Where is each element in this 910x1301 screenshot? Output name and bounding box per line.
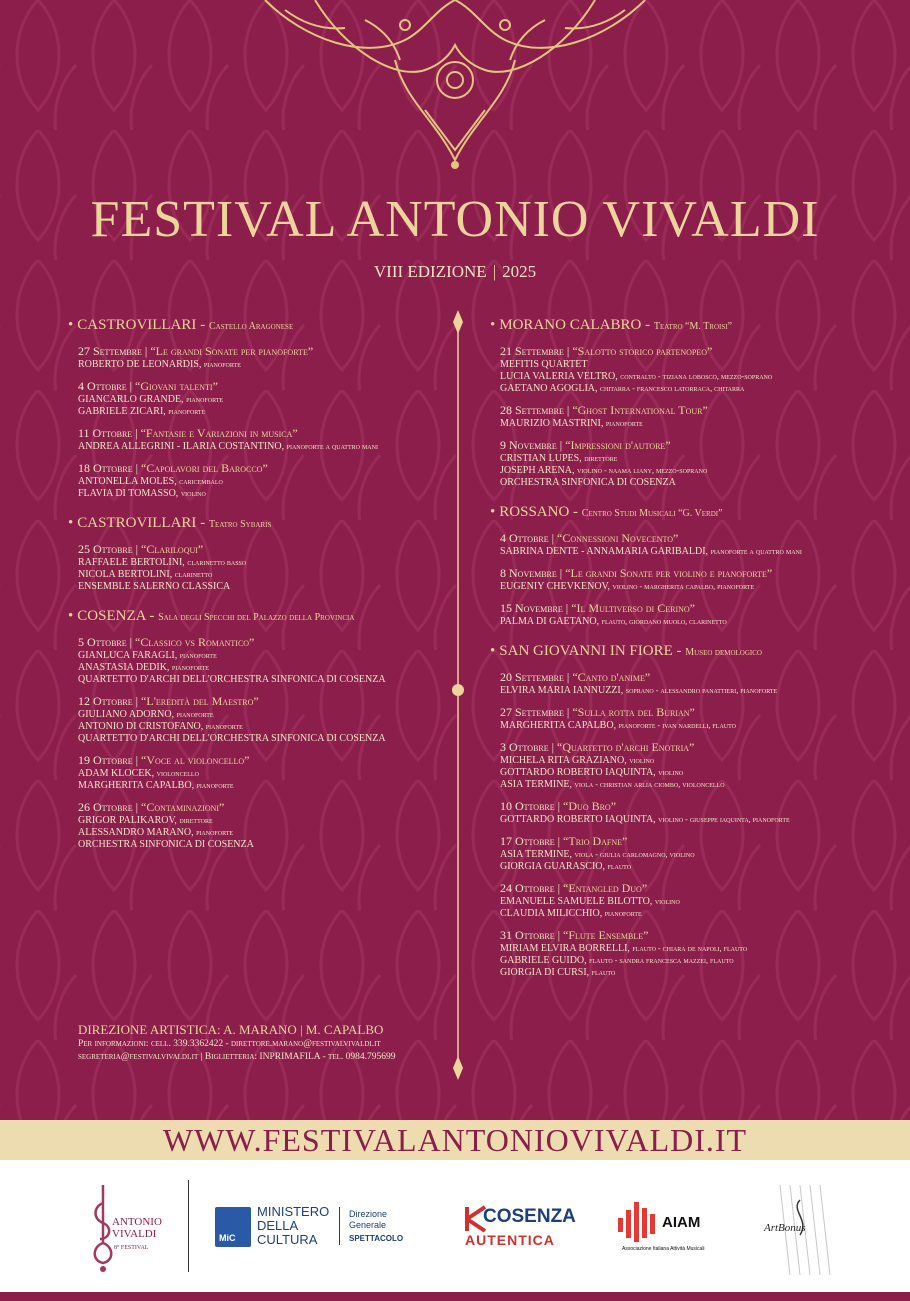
performer-name: EUGENIY CHEVKENOV, bbox=[500, 581, 610, 592]
performer-line bbox=[78, 780, 448, 792]
event-title: “Clariloqui” bbox=[141, 542, 204, 556]
event-title: “Flute Ensemble” bbox=[563, 928, 649, 942]
venue-block bbox=[490, 503, 900, 628]
performer-role: caricembalo bbox=[179, 477, 223, 486]
venue-city: MORANO CALABRO bbox=[499, 317, 642, 333]
performer-line bbox=[500, 546, 900, 558]
mic-text-2: DELLA bbox=[257, 1218, 299, 1233]
performer-line bbox=[500, 755, 900, 767]
vivaldi-festival-logo bbox=[88, 1178, 168, 1278]
performer-line bbox=[500, 767, 900, 779]
mic-text-1: MINISTERO bbox=[257, 1204, 330, 1219]
performer-line bbox=[500, 955, 900, 967]
performer-name: ANTONIO DI CRISTOFANO, bbox=[78, 721, 204, 732]
event-header: 19 Ottobre | “Voce al violoncello” bbox=[78, 753, 250, 767]
performer-role: pianoforte bbox=[203, 360, 241, 369]
performer-line bbox=[500, 861, 900, 873]
event-title: “Fantasie e Variazioni in musica” bbox=[140, 426, 298, 440]
festival-title: FESTIVAL ANTONIO VIVALDI bbox=[90, 191, 820, 248]
venue-block bbox=[68, 607, 448, 851]
event-date: 25 Ottobre bbox=[78, 542, 133, 556]
event-header: 11 Ottobre | “Fantasie e Variazioni in musica” bbox=[78, 426, 298, 440]
performer-line bbox=[78, 768, 448, 780]
concert-event bbox=[78, 800, 448, 851]
event-title: “Classico vs Romantico” bbox=[135, 635, 255, 649]
performer-line bbox=[500, 616, 900, 628]
performer-role: flauto, giordano muolo, clarinetto bbox=[601, 617, 727, 626]
performer-role: pianoforte bbox=[205, 722, 243, 731]
performer-role: violino - naama liany, mezzo-soprano bbox=[576, 466, 708, 475]
performer-role: pianoforte a quattro mani bbox=[710, 547, 802, 556]
event-header: 31 Ottobre | “Flute Ensemble” bbox=[500, 928, 649, 942]
performer-name: CRISTIAN LUPES, bbox=[500, 453, 582, 464]
performer-line bbox=[500, 371, 900, 383]
vivaldi-logo-text1: ANTONIO bbox=[112, 1216, 162, 1228]
performer-role: pianoforte bbox=[605, 419, 643, 428]
event-date: 8 Novembre bbox=[500, 566, 557, 580]
vivaldi-logo-text2: VIVALDI bbox=[112, 1228, 157, 1240]
event-date: 21 Settembre bbox=[500, 344, 564, 358]
performer-role: violino bbox=[629, 756, 655, 765]
performer-line bbox=[78, 569, 448, 581]
aiam-logo bbox=[618, 1200, 728, 1260]
performer-role: clarinetto basso bbox=[187, 558, 247, 567]
bullet-icon: • bbox=[68, 608, 74, 624]
performer-name: MARGHERITA CAPALBO, bbox=[500, 720, 617, 731]
performer-role: violino - margherita capalbo, pianoforte bbox=[612, 582, 755, 591]
event-header: 5 Ottobre | “Classico vs Romantico” bbox=[78, 635, 255, 649]
venue-city: SAN GIOVANNI IN FIORE bbox=[499, 643, 673, 659]
performer-line bbox=[78, 581, 448, 593]
performer-role: pianoforte bbox=[179, 651, 217, 660]
venue-heading: • COSENZA - Sala degli Specchi del Palazzo della Provincia bbox=[68, 608, 355, 624]
venue-city: COSENZA bbox=[77, 608, 146, 624]
logo-separator bbox=[188, 1180, 189, 1272]
performer-name: MAURIZIO MASTRINI, bbox=[500, 418, 604, 429]
edition-line: VIII EDIZIONE | 2025 bbox=[373, 262, 537, 281]
concert-event bbox=[78, 461, 448, 500]
performer-line bbox=[500, 477, 900, 489]
performer-line bbox=[500, 581, 900, 593]
performer-line bbox=[500, 720, 900, 732]
performer-role: pianoforte bbox=[196, 781, 234, 790]
performer-name: FLAVIA DI TOMASSO, bbox=[78, 488, 179, 499]
event-title: “Canto d'anime” bbox=[572, 670, 651, 684]
ornament-decoration bbox=[245, 0, 665, 170]
concert-event bbox=[500, 403, 900, 430]
performer-name: QUARTETTO D'ARCHI DELL'ORCHESTRA SINFONICA DI COSENZA bbox=[78, 674, 386, 685]
concert-event bbox=[500, 705, 900, 732]
edition-label: VIII EDIZIONE bbox=[373, 262, 487, 281]
cosenza-text: COSENZA bbox=[483, 1206, 576, 1227]
venue-city: CASTROVILLARI bbox=[77, 515, 197, 531]
event-date: 12 Ottobre bbox=[78, 694, 133, 708]
event-header: 17 Ottobre | “Trio Dafne” bbox=[500, 834, 628, 848]
venue-heading: • MORANO CALABRO - Teatro “M. Troisi” bbox=[490, 317, 733, 333]
concert-event bbox=[500, 566, 900, 593]
performer-role: chitarra - francesco latorraca, chitarra bbox=[600, 384, 745, 393]
aiam-text: AIAM bbox=[662, 1214, 701, 1231]
venue-city: CASTROVILLARI bbox=[77, 317, 197, 333]
performer-line bbox=[500, 359, 900, 371]
performer-line bbox=[78, 488, 448, 500]
performer-role: violino bbox=[180, 489, 206, 498]
concert-event bbox=[500, 740, 900, 791]
concert-event bbox=[78, 753, 448, 792]
concert-event bbox=[500, 670, 900, 697]
performer-role: violino bbox=[654, 897, 680, 906]
event-date: 26 Ottobre bbox=[78, 800, 133, 814]
performer-name: SABRINA DENTE - ANNAMARIA GARIBALDI, bbox=[500, 546, 709, 557]
venue-heading: • SAN GIOVANNI IN FIORE - Museo demologico bbox=[490, 643, 762, 659]
performer-role: pianoforte bbox=[186, 395, 224, 404]
performer-name: ENSEMBLE SALERNO CLASSICA bbox=[78, 581, 231, 592]
event-title: “Quartetto d'archi Enotria” bbox=[557, 740, 695, 754]
mic-text-3: CULTURA bbox=[257, 1232, 318, 1247]
event-date: 3 Ottobre bbox=[500, 740, 549, 754]
event-header: 20 Settembre | “Canto d'anime” bbox=[500, 670, 651, 684]
performer-role: pianoforte bbox=[176, 710, 214, 719]
event-date: 17 Ottobre bbox=[500, 834, 555, 848]
performer-line bbox=[500, 849, 900, 861]
right-column bbox=[490, 316, 900, 993]
edition-year: 2025 bbox=[502, 262, 537, 281]
event-title: “Trio Dafne” bbox=[563, 834, 628, 848]
performer-name: GIANCARLO GRANDE, bbox=[78, 394, 184, 405]
concert-event bbox=[500, 799, 900, 826]
event-title: “Il Multiverso di Cerino” bbox=[571, 601, 695, 615]
performer-role: contralto - tiziana lobosco, mezzo-soprano bbox=[620, 372, 773, 381]
event-title: “Giovani talenti” bbox=[135, 379, 218, 393]
concert-event bbox=[500, 881, 900, 920]
event-header: 10 Ottobre | “Duo Bro” bbox=[500, 799, 617, 813]
performer-line bbox=[78, 557, 448, 569]
event-header: 25 Ottobre | “Clariloqui” bbox=[78, 542, 204, 556]
event-title: “Duo Bro” bbox=[563, 799, 617, 813]
website-link[interactable]: WWW.FESTIVALANTONIOVIVALDI.IT bbox=[162, 1122, 748, 1158]
performer-name: GABRIELE ZICARI, bbox=[78, 406, 166, 417]
sponsor-logos bbox=[0, 1160, 910, 1290]
performer-line bbox=[78, 406, 448, 418]
direzione-artistica: DIREZIONE ARTISTICA: A. MARANO | M. CAPALBO bbox=[78, 1022, 384, 1037]
artistic-direction bbox=[78, 1022, 458, 1064]
performer-line bbox=[78, 359, 448, 371]
concert-event bbox=[78, 426, 448, 453]
bullet-icon: • bbox=[68, 317, 74, 333]
performer-name: PALMA DI GAETANO, bbox=[500, 616, 600, 627]
event-title: “L'eredità del Maestro” bbox=[141, 694, 259, 708]
event-header: 4 Ottobre | “Connessioni Novecento” bbox=[500, 531, 679, 545]
concert-event bbox=[500, 438, 900, 489]
event-title: “Contaminazioni” bbox=[141, 800, 225, 814]
performer-line bbox=[78, 662, 448, 674]
performer-name: RAFFAELE BERTOLINI, bbox=[78, 557, 185, 568]
performer-name: GAETANO AGOGLIA, bbox=[500, 383, 598, 394]
venue-place: Teatro “M. Troisi” bbox=[653, 321, 733, 332]
performer-role: flauto - sandra francesca mazzei, flauto bbox=[589, 956, 734, 965]
event-date: 10 Ottobre bbox=[500, 799, 555, 813]
event-title: “Sulla rotta del Burian” bbox=[572, 705, 695, 719]
event-title: “Impressioni d'autore” bbox=[565, 438, 671, 452]
event-date: 4 Ottobre bbox=[500, 531, 549, 545]
autentica-text: AUTENTICA bbox=[465, 1232, 555, 1248]
performer-role: flauto - chiara de napoli, flauto bbox=[632, 944, 748, 953]
performer-name: GIORGIA DI CURSI, bbox=[500, 967, 590, 978]
performer-role: soprano - alessandro panattieri, pianoforte bbox=[625, 686, 778, 695]
performer-role: direttore bbox=[179, 816, 213, 825]
event-header: 4 Ottobre | “Giovani talenti” bbox=[78, 379, 218, 393]
performer-line bbox=[78, 839, 448, 851]
performer-line bbox=[500, 465, 900, 477]
venue-place: Castello Aragonese bbox=[208, 321, 294, 332]
performer-name: ANDREA ALLEGRINI - ILARIA COSTANTINO, bbox=[78, 441, 285, 452]
performer-name: GOTTARDO ROBERTO IAQUINTA, bbox=[500, 814, 656, 825]
vivaldi-logo-text3: 8° FESTIVAL bbox=[114, 1245, 149, 1251]
venue-block bbox=[490, 642, 900, 979]
performer-role: violino bbox=[658, 768, 684, 777]
bullet-icon: • bbox=[490, 643, 496, 659]
event-date: 20 Settembre bbox=[500, 670, 564, 684]
concert-event bbox=[78, 542, 448, 593]
performer-role: pianoforte - ivan nardelli, flauto bbox=[618, 721, 736, 730]
event-header: 27 Settembre | “Le grandi Sonate per pianoforte” bbox=[78, 344, 314, 358]
event-date: 27 Settembre bbox=[500, 705, 564, 719]
event-header: 9 Novembre | “Impressioni d'autore” bbox=[500, 438, 671, 452]
concert-event bbox=[78, 379, 448, 418]
event-title: “Ghost International Tour” bbox=[572, 403, 708, 417]
performer-name: ANASTASIA DEDIK, bbox=[78, 662, 170, 673]
venue-block bbox=[68, 316, 448, 500]
website-band bbox=[0, 1120, 910, 1160]
mic-dir-3: SPETTACOLO bbox=[349, 1234, 404, 1243]
performer-name: ASIA TERMINE, bbox=[500, 849, 573, 860]
performer-role: viola - christian arlia ciombo, violoncello bbox=[574, 780, 725, 789]
performer-role: viola - giulia carlomagno, violino bbox=[574, 850, 695, 859]
event-header: 27 Settembre | “Sulla rotta del Burian” bbox=[500, 705, 695, 719]
performer-role: violino - giuseppe iaquinta, pianoforte bbox=[658, 815, 790, 824]
venue-block bbox=[490, 316, 900, 489]
event-title: “Entangled Duo” bbox=[563, 881, 648, 895]
artbonus-logo bbox=[760, 1180, 840, 1280]
performer-line bbox=[500, 383, 900, 395]
performer-line bbox=[78, 650, 448, 662]
event-date: 28 Settembre bbox=[500, 403, 564, 417]
left-column bbox=[68, 316, 448, 865]
event-title: “Connessioni Novecento” bbox=[557, 531, 679, 545]
venue-heading: • ROSSANO - Centro Studi Musicali “G. Verdi” bbox=[490, 504, 723, 520]
concert-event bbox=[500, 601, 900, 628]
cosenza-autentica-logo bbox=[465, 1205, 590, 1255]
event-header: 15 Novembre | “Il Multiverso di Cerino” bbox=[500, 601, 695, 615]
venue-place: Centro Studi Musicali “G. Verdi” bbox=[581, 508, 723, 519]
performer-line bbox=[78, 709, 448, 721]
performer-line bbox=[78, 394, 448, 406]
performer-name: NICOLA BERTOLINI, bbox=[78, 569, 173, 580]
performer-name: ROBERTO DE LEONARDIS, bbox=[78, 359, 202, 370]
performer-name: ADAM KLOCEK, bbox=[78, 768, 155, 779]
performer-name: MEFITIS QUARTET bbox=[500, 359, 588, 370]
event-header: 8 Novembre | “Le grandi Sonate per violino e pianoforte” bbox=[500, 566, 773, 580]
performer-name: GRIGOR PALIKAROV, bbox=[78, 815, 177, 826]
bullet-icon: • bbox=[68, 515, 74, 531]
concert-event bbox=[500, 928, 900, 979]
event-date: 9 Novembre bbox=[500, 438, 557, 452]
performer-line bbox=[78, 733, 448, 745]
event-header: 28 Settembre | “Ghost International Tour” bbox=[500, 403, 708, 417]
performer-name: EMANUELE SAMUELE BILOTTO, bbox=[500, 896, 653, 907]
event-date: 18 Ottobre bbox=[78, 461, 133, 475]
event-date: 24 Ottobre bbox=[500, 881, 555, 895]
concert-event bbox=[78, 694, 448, 745]
bottom-bar bbox=[0, 1292, 910, 1301]
performer-name: GABRIELE GUIDO, bbox=[500, 955, 587, 966]
performer-line bbox=[78, 815, 448, 827]
mic-separator bbox=[339, 1207, 340, 1245]
mic-logo bbox=[215, 1205, 445, 1255]
event-title: “Salotto storico partenopeo” bbox=[572, 344, 713, 358]
event-date: 19 Ottobre bbox=[78, 753, 133, 767]
venue-block bbox=[68, 514, 448, 593]
performer-role: pianoforte bbox=[168, 407, 206, 416]
performer-name: GIORGIA GUARASCIO, bbox=[500, 861, 606, 872]
event-date: 4 Ottobre bbox=[78, 379, 127, 393]
performer-line bbox=[500, 943, 900, 955]
performer-name: MIRIAM ELVIRA BORRELLI, bbox=[500, 943, 630, 954]
performer-line bbox=[78, 721, 448, 733]
performer-line bbox=[500, 779, 900, 791]
aiam-subtext: Associazione Italiana Attività Musicali bbox=[622, 1246, 705, 1252]
event-title: “Le grandi Sonate per violino e pianoforte” bbox=[565, 566, 773, 580]
performer-line bbox=[78, 827, 448, 839]
performer-role: pianoforte bbox=[604, 909, 642, 918]
venue-place: Teatro Sybaris bbox=[208, 519, 272, 530]
performer-line bbox=[500, 908, 900, 920]
concert-event bbox=[500, 531, 900, 558]
performer-name: ALESSANDRO MARANO, bbox=[78, 827, 194, 838]
performer-name: QUARTETTO D'ARCHI DELL'ORCHESTRA SINFONICA DI COSENZA bbox=[78, 733, 386, 744]
performer-role: pianoforte bbox=[196, 828, 234, 837]
mic-dir-2: Generale bbox=[349, 1220, 387, 1230]
performer-line bbox=[500, 453, 900, 465]
concert-event bbox=[78, 635, 448, 686]
performer-role: flauto bbox=[591, 968, 616, 977]
performer-line bbox=[500, 685, 900, 697]
performer-name: LUCIA VALERIA VELTRO, bbox=[500, 371, 618, 382]
performer-name: MICHELA RITA GRAZIANO, bbox=[500, 755, 627, 766]
performer-name: GIULIANO ADORNO, bbox=[78, 709, 175, 720]
performer-role: pianoforte bbox=[171, 663, 209, 672]
performer-name: MARGHERITA CAPALBO, bbox=[78, 780, 195, 791]
event-date: 27 Settembre bbox=[78, 344, 142, 358]
performer-role: flauto bbox=[607, 862, 632, 871]
venue-heading: • CASTROVILLARI - Teatro Sybaris bbox=[68, 515, 272, 531]
bullet-icon: • bbox=[490, 317, 496, 333]
performer-role: violoncello bbox=[156, 769, 199, 778]
event-header: 26 Ottobre | “Contaminazioni” bbox=[78, 800, 225, 814]
performer-line bbox=[500, 418, 900, 430]
event-date: 15 Novembre bbox=[500, 601, 563, 615]
venue-heading: • CASTROVILLARI - Castello Aragonese bbox=[68, 317, 294, 333]
event-header: 24 Ottobre | “Entangled Duo” bbox=[500, 881, 648, 895]
performer-name: ASIA TERMINE, bbox=[500, 779, 573, 790]
performer-name: CLAUDIA MILICCHIO, bbox=[500, 908, 603, 919]
aiam-bars-icon bbox=[618, 1200, 662, 1244]
event-date: 11 Ottobre bbox=[78, 426, 133, 440]
event-header: 12 Ottobre | “L'eredità del Maestro” bbox=[78, 694, 259, 708]
concert-event bbox=[500, 344, 900, 395]
performer-line bbox=[78, 441, 448, 453]
performer-name: GOTTARDO ROBERTO IAQUINTA, bbox=[500, 767, 656, 778]
mic-badge: MiC bbox=[219, 1233, 236, 1243]
event-header: 18 Ottobre | “Capolavori del Barocco” bbox=[78, 461, 268, 475]
event-date: 31 Ottobre bbox=[500, 928, 555, 942]
event-title: “Le grandi Sonate per pianoforte” bbox=[150, 344, 314, 358]
performer-line bbox=[78, 674, 448, 686]
event-header: 3 Ottobre | “Quartetto d'archi Enotria” bbox=[500, 740, 695, 754]
bullet-icon: • bbox=[490, 504, 496, 520]
venue-place: Sala degli Specchi del Palazzo della Provincia bbox=[158, 612, 355, 623]
concert-event bbox=[500, 834, 900, 873]
info-line-1: Per informazioni: cell. 339.3362422 - direttore.marano@festivalvivaldi.it bbox=[78, 1039, 381, 1049]
performer-name: ANTONELLA MOLES, bbox=[78, 476, 177, 487]
performer-name: GIANLUCA FARAGLI, bbox=[78, 650, 178, 661]
performer-line bbox=[500, 967, 900, 979]
venue-place: Museo demologico bbox=[685, 647, 762, 658]
center-divider bbox=[450, 310, 466, 1080]
venue-city: ROSSANO bbox=[499, 504, 570, 520]
event-title: “Capolavori del Barocco” bbox=[141, 461, 268, 475]
performer-line bbox=[500, 896, 900, 908]
event-date: 5 Ottobre bbox=[78, 635, 127, 649]
performer-name: ORCHESTRA SINFONICA DI COSENZA bbox=[500, 477, 676, 488]
performer-name: JOSEPH ARENA, bbox=[500, 465, 575, 476]
performer-name: ORCHESTRA SINFONICA DI COSENZA bbox=[78, 839, 254, 850]
performer-role: direttore bbox=[584, 454, 618, 463]
event-title: “Voce al violoncello” bbox=[141, 753, 250, 767]
performer-line bbox=[78, 476, 448, 488]
performer-line bbox=[500, 814, 900, 826]
mic-dir-1: Direzione bbox=[349, 1209, 388, 1219]
artbonus-text: ArtBonus bbox=[764, 1222, 806, 1234]
performer-role: pianoforte a quattro mani bbox=[286, 442, 378, 451]
performer-name: ELVIRA MARIA IANNUZZI, bbox=[500, 685, 624, 696]
info-line-2: segreteria@festivalvivaldi.it | Biglietteria: INPRIMAFILA - tel. 0984.795699 bbox=[78, 1052, 396, 1062]
event-header: 21 Settembre | “Salotto storico partenopeo” bbox=[500, 344, 713, 358]
performer-role: clarinetto bbox=[174, 570, 213, 579]
concert-event bbox=[78, 344, 448, 371]
